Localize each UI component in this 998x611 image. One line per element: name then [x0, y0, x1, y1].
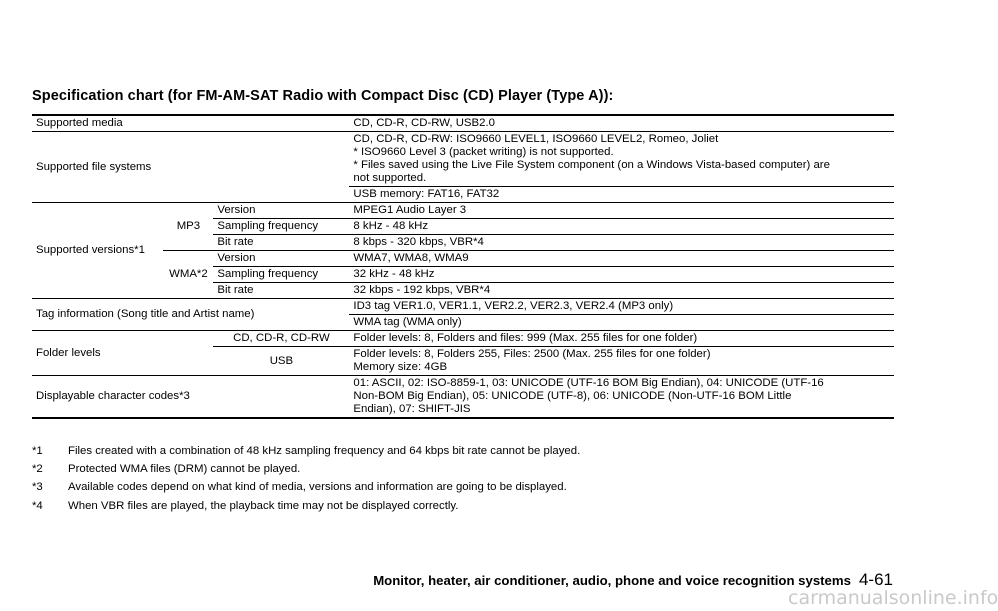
footnote [32, 478, 580, 496]
table-row [32, 115, 894, 132]
footer-section-title: Monitor, heater, air conditioner, audio, phone and voice recognition systems [373, 573, 851, 588]
file-systems-cd-line: not supported. [353, 172, 427, 184]
footnote-mark: *3 [32, 481, 43, 494]
folder-levels-usb-value [349, 347, 894, 376]
wma-version-value: WMA7, WMA8, WMA9 [353, 252, 469, 264]
wma-version-label: Version [217, 252, 256, 264]
char-codes-line: Endian), 07: SHIFT-JIS [353, 403, 471, 415]
footnote [32, 442, 580, 460]
file-systems-cd-line: * ISO9660 Level 3 (packet writing) is not supported. [353, 146, 614, 158]
mp3-bitrate-value: 8 kbps - 320 kbps, VBR*4 [353, 236, 484, 248]
footnote-mark: *2 [32, 463, 43, 476]
footnote-text: Protected WMA files (DRM) cannot be played. [68, 463, 301, 476]
file-systems-label: Supported file systems [36, 160, 152, 173]
file-systems-usb-value: USB memory: FAT16, FAT32 [353, 188, 500, 200]
file-systems-cd-line: CD, CD-R, CD-RW: ISO9660 LEVEL1, ISO9660 LEVEL2, Romeo, Joliet [353, 133, 719, 145]
file-systems-cd-value [349, 132, 894, 187]
char-codes-label: Displayable character codes*3 [36, 390, 190, 402]
footnote-text: Files created with a combination of 48 kHz sampling frequency and 64 kbps bit rate cannot be played. [68, 445, 581, 457]
footnote-text: When VBR files are played, the playback time may not be displayed correctly. [68, 499, 459, 512]
footnote-text: Available codes depend on what kind of media, versions and information are going to be displayed. [68, 481, 567, 494]
table-row [32, 331, 894, 347]
tag-info-id3-value: ID3 tag VER1.0, VER1.1, VER2.2, VER2.3, VER2.4 (MP3 only) [353, 300, 674, 312]
mp3-version-label: Version [217, 204, 256, 216]
table-row [32, 132, 894, 187]
table-row [32, 299, 894, 315]
tag-info-wma-value: WMA tag (WMA only) [353, 316, 462, 328]
wma-sampling-label: Sampling frequency [217, 268, 319, 280]
file-systems-cd-line: * Files saved using the Live File System component (on a Windows Vista-based computer) are [353, 159, 830, 171]
folder-levels-label: Folder levels [36, 346, 101, 359]
mp3-label: MP3 [176, 220, 201, 232]
wma-sampling-value: 32 kHz - 48 kHz [353, 268, 435, 280]
folder-levels-cd-value: Folder levels: 8, Folders and files: 999 (Max. 255 files for one folder) [353, 332, 698, 344]
mp3-version-value: MPEG1 Audio Layer 3 [353, 204, 467, 216]
char-codes-line: 01: ASCII, 02: ISO-8859-1, 03: UNICODE (UTF-16 BOM Big Endian), 04: UNICODE (UTF-16 [353, 377, 824, 389]
wma-label: WMA*2 [169, 268, 208, 280]
spec-chart-heading: Specification chart (for FM-AM-SAT Radio with Compact Disc (CD) Player (Type A)): [32, 88, 614, 104]
folder-levels-usb-label: USB [269, 354, 294, 367]
mp3-sampling-label: Sampling frequency [217, 220, 319, 232]
footnote-mark: *4 [32, 499, 43, 512]
wma-bitrate-label: Bit rate [217, 284, 254, 296]
page-number: 4-61 [858, 570, 893, 589]
supported-media-value: CD, CD-R, CD-RW, USB2.0 [353, 117, 495, 129]
table-row [32, 203, 894, 219]
supported-versions-label: Supported versions*1 [36, 244, 145, 256]
folder-levels-usb-line: Folder levels: 8, Folders 255, Files: 2500 (Max. 255 files for one folder) [353, 348, 711, 360]
wma-bitrate-value: 32 kbps - 192 kbps, VBR*4 [353, 284, 491, 296]
mp3-sampling-value: 8 kHz - 48 kHz [353, 220, 429, 232]
watermark: carmanualsonline.info [788, 587, 998, 609]
char-codes-value [349, 376, 894, 419]
supported-media-label: Supported media [36, 117, 123, 129]
footnote [32, 460, 580, 478]
spec-table [32, 114, 894, 419]
folder-levels-cd-label: CD, CD-R, CD-RW [233, 332, 330, 344]
table-row [32, 376, 894, 419]
footnote [32, 497, 580, 515]
footnotes [32, 442, 580, 515]
folder-levels-usb-line: Memory size: 4GB [353, 361, 448, 373]
tag-info-label: Tag information (Song title and Artist name) [36, 308, 255, 320]
footnote-mark: *1 [32, 445, 43, 457]
mp3-bitrate-label: Bit rate [217, 236, 254, 248]
char-codes-line: Non-BOM Big Endian), 05: UNICODE (UTF-8), 06: UNICODE (Non-UTF-16 BOM Little [353, 390, 792, 402]
